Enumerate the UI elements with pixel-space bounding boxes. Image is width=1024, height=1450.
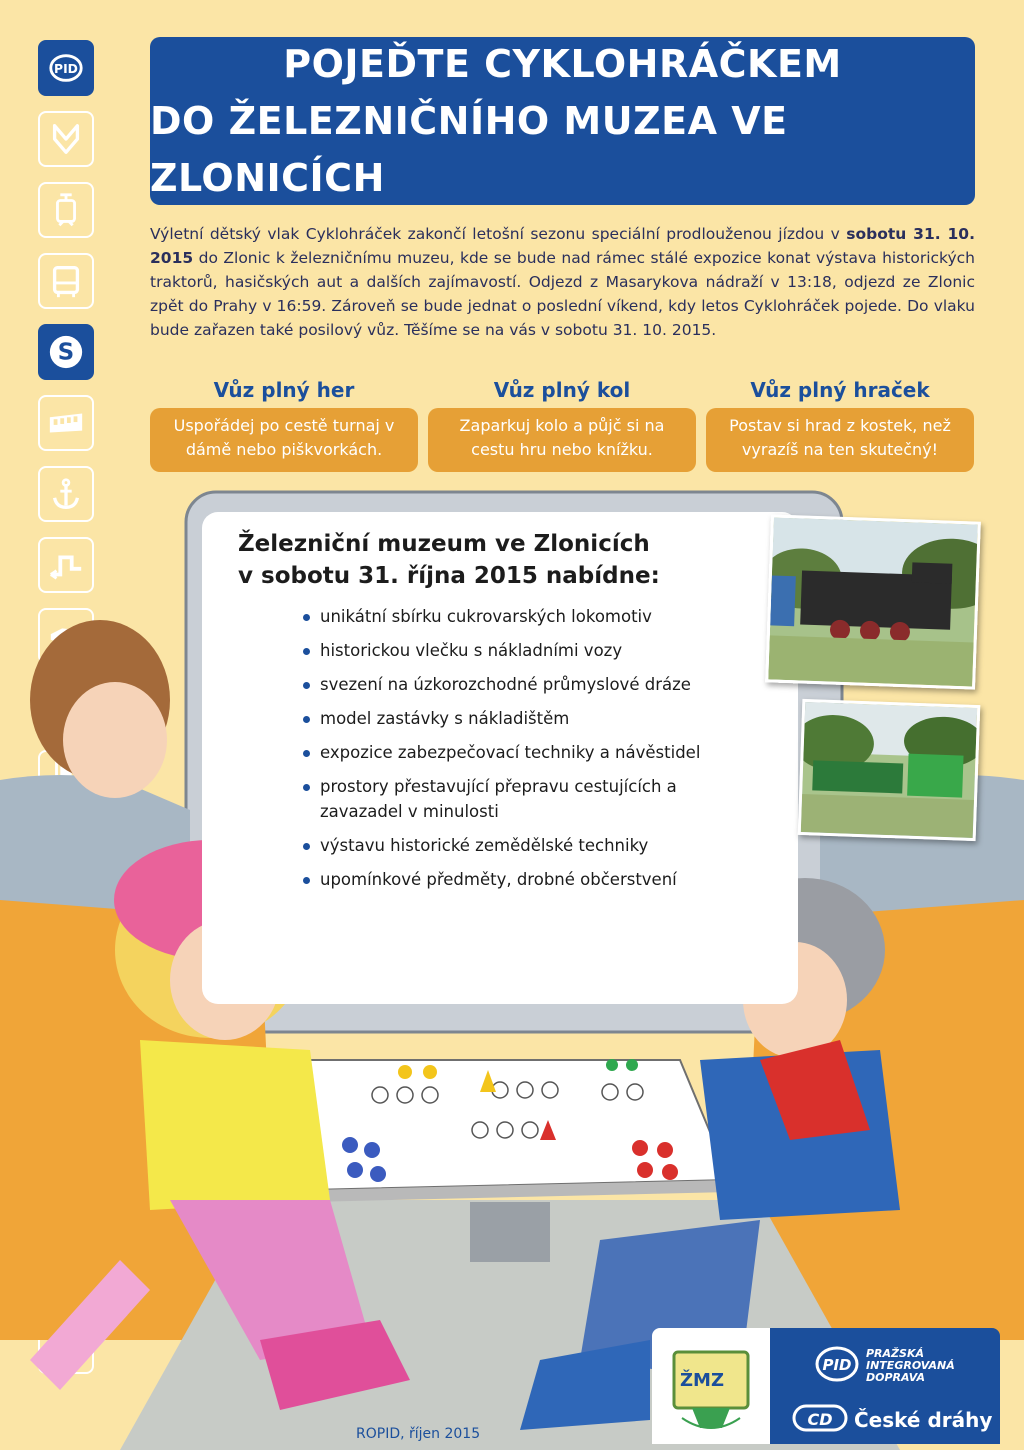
list-item: historickou vlečku s nákladními vozy bbox=[300, 638, 700, 663]
list-item: prostory přestavující přepravu cestujících a zavazadel v minulosti bbox=[300, 774, 700, 824]
cd-name: České dráhy bbox=[854, 1408, 993, 1432]
partner-logos bbox=[770, 1328, 1000, 1444]
wagon-games-title: Vůz plný her bbox=[213, 378, 355, 402]
wagon-games-text: Uspořádej po cestě turnaj v dámě nebo piškvorkách. bbox=[150, 408, 418, 472]
intro-date: sobotu 31. 10. 2015 bbox=[150, 225, 975, 267]
list-item: upomínkové předměty, drobné občerstvení bbox=[300, 867, 700, 892]
zmz-text: ŽMZ bbox=[680, 1370, 725, 1391]
cd-logo-icon bbox=[792, 1402, 848, 1434]
museum-title-line-1: Železniční muzeum ve Zlonicích bbox=[238, 531, 650, 557]
pid-line-2: INTEGROVANÁ bbox=[866, 1359, 955, 1372]
intro-text-2: do Zlonic k železničnímu muzeu, kde se bude nad rámec stálé expozice konat výstava historických traktorů, hasičských aut a dalších zajímavostí. Odjezd z Masarykova nádraží v 13:18, odjezd ze Zlonic zpět do Prahy v 16:59. Zároveň se bude jednat o poslední víkend, kdy letos Cyklohráček pojede. Do vlaku bude zařazen také posilový vůz. Těšíme se na vás v sobotu 31. 10. 2015. bbox=[150, 249, 975, 339]
wagon-bikes-title: Vůz plný kol bbox=[493, 378, 631, 402]
wagon-games bbox=[150, 378, 418, 472]
wagon-toys-title: Vůz plný hraček bbox=[750, 378, 930, 402]
footer-note: ROPID, říjen 2015 bbox=[356, 1426, 481, 1442]
svg-text:PID: PID bbox=[54, 61, 78, 76]
title-line-2: DO ŽELEZNIČNÍHO MUZEA VE ZLONICÍCH bbox=[150, 98, 788, 200]
poster-title bbox=[150, 37, 975, 205]
museum-offer-list bbox=[300, 604, 700, 901]
photo-steam-locomotive bbox=[765, 514, 981, 689]
wagon-toys bbox=[706, 378, 974, 472]
svg-text:CD: CD bbox=[807, 1410, 833, 1429]
list-item: model zastávky s nákladištěm bbox=[300, 706, 700, 731]
train-icon bbox=[38, 395, 94, 451]
pid-line-1: PRAŽSKÁ bbox=[866, 1347, 924, 1360]
zmz-logo bbox=[652, 1328, 770, 1444]
wagon-bikes bbox=[428, 378, 696, 472]
wagon-toys-text: Postav si hrad z kostek, než vyrazíš na ten skutečný! bbox=[706, 408, 974, 472]
pid-logo-letters: PID bbox=[822, 1356, 852, 1374]
intro-paragraph bbox=[150, 222, 975, 342]
pid-logo-icon bbox=[814, 1344, 860, 1384]
wagon-bikes-text: Zaparkuj kolo a půjč si na cestu hru nebo knížku. bbox=[428, 408, 696, 472]
pid-line-3: DOPRAVA bbox=[866, 1371, 926, 1384]
photo-narrow-gauge-train bbox=[798, 699, 981, 841]
museum-title-line-2: v sobotu 31. října 2015 nabídne: bbox=[238, 563, 660, 589]
bus-icon bbox=[38, 253, 94, 309]
museum-panel-title bbox=[238, 528, 660, 592]
list-item: expozice zabezpečovací techniky a návěstidel bbox=[300, 740, 700, 765]
metro-icon bbox=[38, 111, 94, 167]
tram-icon bbox=[38, 182, 94, 238]
s-train-icon bbox=[38, 324, 94, 380]
svg-text:S: S bbox=[57, 339, 75, 366]
list-item: výstavu historické zemědělské techniky bbox=[300, 833, 700, 858]
intro-text-1: Výletní dětský vlak Cyklohráček zakončí letošní sezonu speciální prodlouženou jízdou v bbox=[150, 225, 847, 243]
pid-logo-icon bbox=[38, 40, 94, 96]
list-item: unikátní sbírku cukrovarských lokomotiv bbox=[300, 604, 700, 629]
list-item: svezení na úzkorozchodné průmyslové dráze bbox=[300, 672, 700, 697]
title-line-1: POJEĎTE CYKLOHRÁČKEM bbox=[283, 41, 842, 86]
pid-name bbox=[866, 1348, 955, 1384]
